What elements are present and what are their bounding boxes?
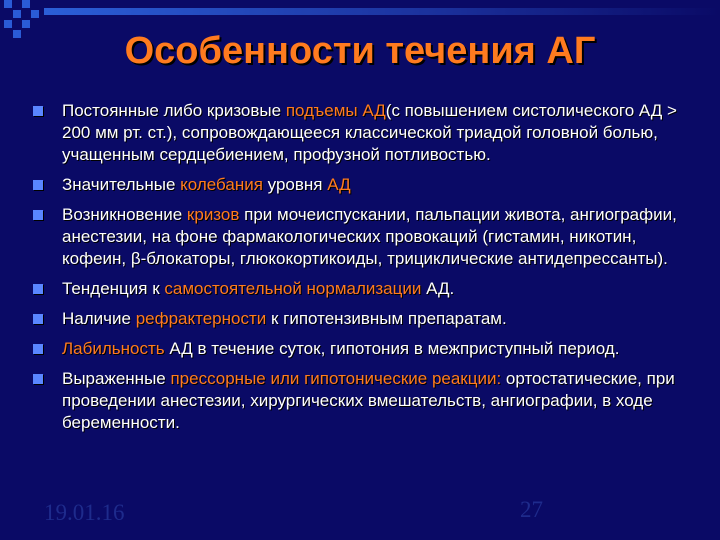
highlighted-text: прессорные или гипотонические реакции: [170,369,502,388]
bullet-item [32,278,692,300]
square-bullet-icon [33,284,43,294]
bullet-text: Значительные [62,175,181,194]
bullet-item [32,338,692,360]
bullet-text: ортостатические, при проведении анестезии, хирургических вмешательств, ангиографии, в ходе беременности. [62,369,675,432]
square-bullet-icon [33,314,43,324]
bullet-text: уровня [262,175,328,194]
bullet-text: к гипотензивным препаратам. [266,309,507,328]
bullet-item [32,308,692,330]
bullet-item [32,100,692,166]
bullet-text: при мочеиспускании, пальпации живота, ангиографии, анестезии, на фоне фармакологических провокаций (гистамин, никотин, кофеин, β-блокаторы, глюкокортикоиды, трициклические антидепрессанты). [62,205,677,268]
square-bullet-icon [33,180,43,190]
footer-page-number: 27 [520,497,543,522]
bullet-item [32,174,692,196]
highlighted-text: самостоятельной нормализации [164,279,422,298]
highlighted-text: Лабильность [62,339,165,358]
highlighted-text: рефрактерности [135,309,267,328]
highlighted-text: АД [327,175,351,194]
bullet-text: Возникновение [62,205,187,224]
bullet-text: АД в течение суток, гипотония в межприступный период. [164,339,620,358]
top-gradient-bar [44,8,720,15]
bullet-text: Тенденция к [62,279,165,298]
square-bullet-icon [33,106,43,116]
highlighted-text: колебания [180,175,263,194]
slide-title: Особенности течения АГ [124,30,596,72]
bullet-text: Постоянные либо кризовые [62,101,286,120]
square-bullet-icon [33,374,43,384]
footer-date: 19.01.16 [44,500,125,525]
bullet-item [32,368,692,434]
square-bullet-icon [33,344,43,354]
bullet-text: АД. [421,279,455,298]
bullet-text: (с повышением систолического АД > 200 мм рт. ст.), сопровождающееся классической триадой головной болью, учащенным сердцебиением, профузной потливостью. [62,101,677,164]
highlighted-text: кризов [186,205,240,224]
square-bullet-icon [33,210,43,220]
bullet-list [32,100,692,442]
bullet-text: Наличие [62,309,136,328]
bullet-item [32,204,692,270]
highlighted-text: подъемы АД [285,101,386,120]
bullet-text: Выраженные [62,369,171,388]
